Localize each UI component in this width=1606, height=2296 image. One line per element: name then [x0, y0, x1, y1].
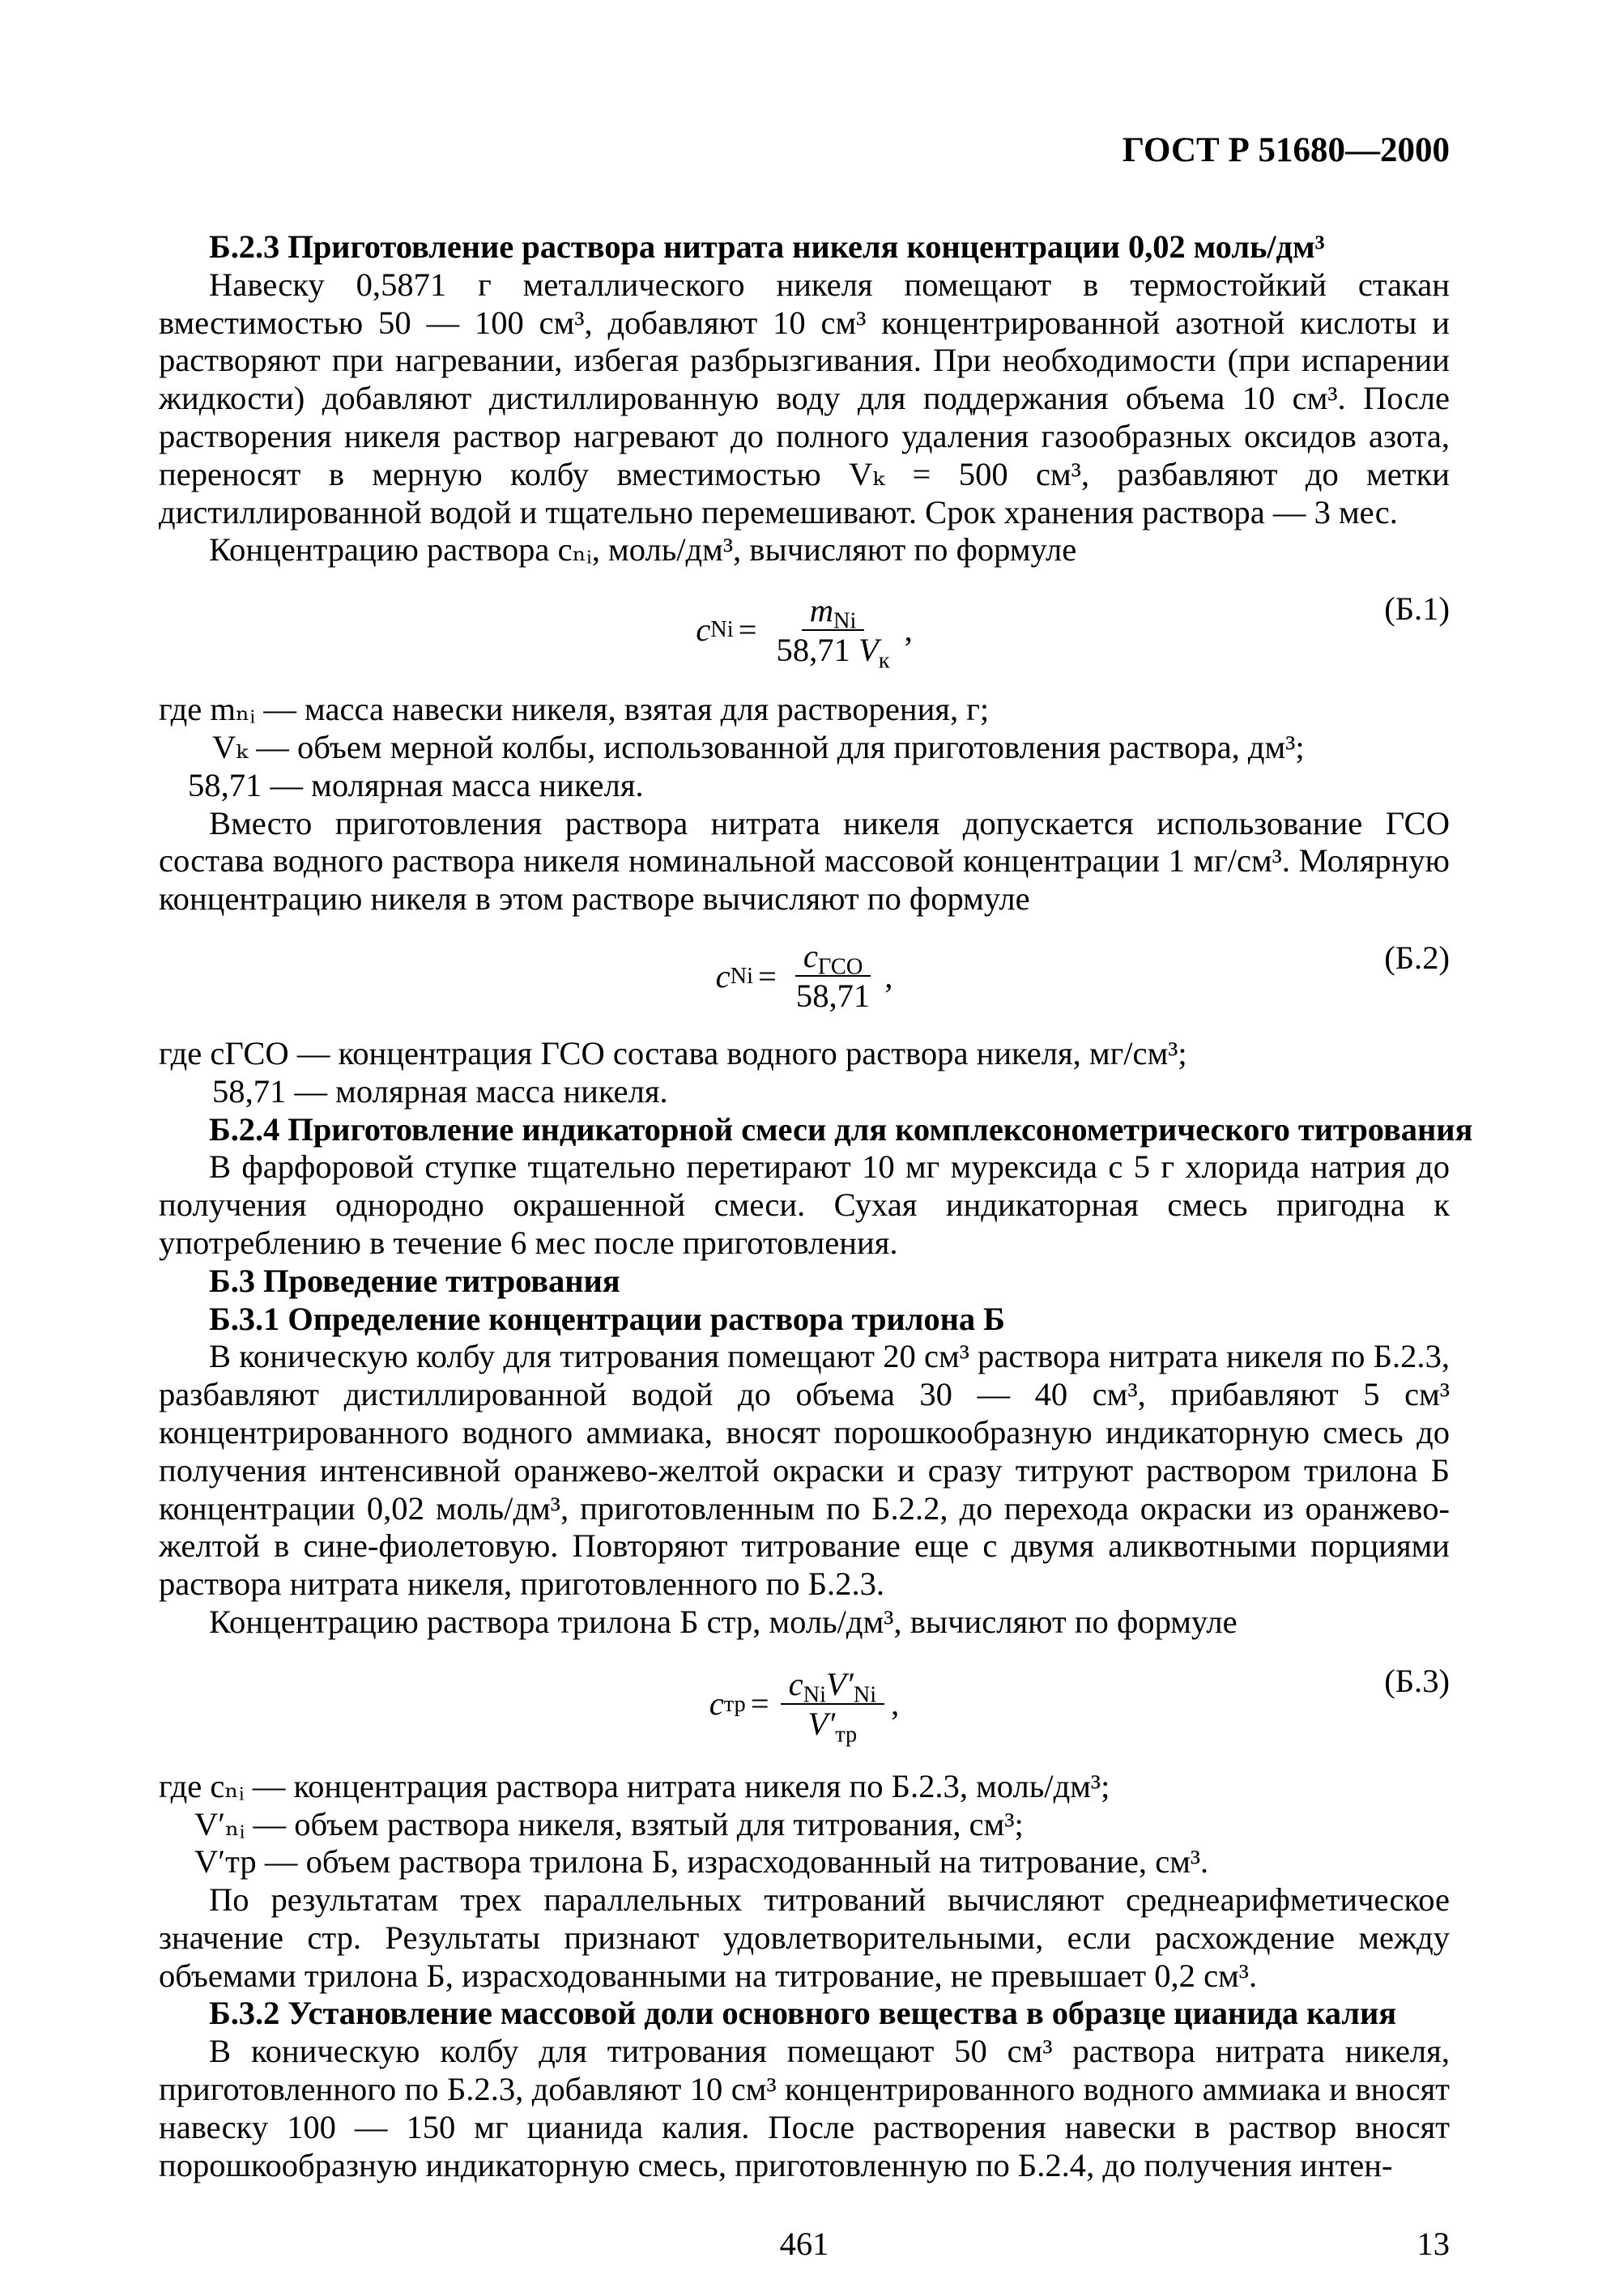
- page-number-right: 13: [1416, 2226, 1450, 2262]
- page-number-center: 461: [779, 2226, 829, 2262]
- formula-b1-label: (Б.1): [1384, 590, 1450, 628]
- section-b32-para: В коническую колбу для титрования помещают 50 см³ раствора нитрата никеля, приготовленного по Б.2.3, добавляют 10 см³ концентрированного водного аммиака и вносят навеску 100 — 150 мг цианида калия. После растворения навески в раствор вносят порошкообразную индикаторную смесь, приготовленную по Б.2.4, до получения интен-: [159, 2033, 1450, 2183]
- where1-line3: 58,71 — молярная масса никеля.: [188, 766, 644, 803]
- formula-b1-fraction: $\frac{m_{Ni}}{58,71 V_к}$: [776, 591, 890, 674]
- formula-b1: c Ni = $\frac{m_{Ni}}{58,71 V_к}$ , (Б.1): [696, 590, 1450, 674]
- section-b23-para3: Вместо приготовления раствора нитрата никеля допускается использование ГСО состава водного раствора никеля номинальной массовой концентрации 1 мг/см³. Молярную концентрацию никеля в этом растворе вычисляют по формуле: [159, 804, 1450, 918]
- formula-b2-fraction: $\frac{c_{ГСО}}{58,71}$: [795, 938, 871, 1015]
- formula-b2-label: (Б.2): [1384, 939, 1450, 976]
- where1-line2: Vₖ — объем мерной колбы, использованной для приготовления раствора, дм³;: [212, 728, 1305, 765]
- where2-line2: 58,71 — молярная масса никеля.: [212, 1072, 668, 1110]
- formula-b3-label: (Б.3): [1384, 1662, 1450, 1699]
- section-b31-heading: Б.3.1 Определение концентрации раствора трилона Б: [209, 1300, 1005, 1337]
- section-b31-para3: По результатам трех параллельных титрований вычисляют среднеарифметическое значение cтр. Результаты признают удовлетворительными, если расхождение между объемами трилона Б, израсходованными на титрование, не превышает 0,2 см³.: [159, 1881, 1450, 1994]
- standard-header: ГОСТ Р 51680—2000: [1122, 131, 1450, 169]
- where3-line3: V′тр — объем раствора трилона Б, израсходованный на титрование, см³.: [194, 1843, 1209, 1881]
- formula-b1-lhs: c: [696, 611, 711, 648]
- section-b3-heading: Б.3 Проведение титрования: [209, 1262, 620, 1299]
- formula-b2: c Ni = $\frac{c_{ГСО}}{58,71}$ , (Б.2): [715, 938, 1450, 1015]
- section-b31-para2: Концентрацию раствора трилона Б cтр, моль/дм³, вычисляют по формуле: [209, 1603, 1238, 1640]
- where3-line2: V′ₙᵢ — объем раствора никеля, взятый для титрования, см³;: [194, 1805, 1024, 1842]
- section-b23-para2: Концентрацию раствора cₙᵢ, моль/дм³, вычисляют по формуле: [209, 531, 1077, 569]
- document-page: [159, 121, 1473, 2260]
- section-b23-para1: Навеску 0,5871 г металлического никеля помещают в термостойкий стакан вместимостью 50 — 100 см³, добавляют 10 см³ концентрированной азотной кислоты и растворяют при нагревании, избегая разбрызгивания. При необходимости (при испарении жидкости) добавляют дистиллированную воду для поддержания объема 10 см³. После растворения никеля раствор нагревают до полного удаления газообразных оксидов азота, переносят в мерную колбу вместимостью Vₖ = 500 см³, разбавляют до метки дистиллированной водой и тщательно перемешивают. Срок хранения раствора — 3 мес.: [159, 266, 1450, 530]
- where1-line1: где mₙᵢ — масса навески никеля, взятая для растворения, г;: [159, 691, 990, 728]
- section-b24-para: В фарфоровой ступке тщательно перетирают 10 мг мурексида с 5 г хлорида натрия до получения однородно окрашенной смеси. Сухая индикаторная смесь пригодна к употреблению в течение 6 мес после приготовления.: [159, 1148, 1450, 1261]
- section-b31-para1: В коническую колбу для титрования помещают 20 см³ раствора нитрата никеля по Б.2.3, разбавляют дистиллированной водой до объема 30 — 40 см³, прибавляют 5 см³ концентрированного водного аммиака, вносят порошкообразную индикаторную смесь до получения интенсивной оранжево-желтой окраски и сразу титруют раствором трилона Б концентрации 0,02 моль/дм³, приготовленным по Б.2.2, до перехода окраски из оранжево-желтой в сине-фиолетовую. Повторяют титрование еще с двумя аликвотными порциями раствора нитрата никеля, приготовленного по Б.2.3.: [159, 1338, 1450, 1603]
- where3-line1: где cₙᵢ — концентрация раствора нитрата никеля по Б.2.3, моль/дм³;: [159, 1767, 1110, 1804]
- where2-line1: где cГСО — концентрация ГСО состава водного раствора никеля, мг/см³;: [159, 1034, 1187, 1071]
- section-b24-heading: Б.2.4 Приготовление индикаторной смеси для комплексонометрического титрования: [209, 1110, 1473, 1148]
- section-b23-heading: Б.2.3 Приготовление раствора нитрата никеля концентрации 0,02 моль/дм³: [209, 228, 1325, 265]
- formula-b3: c тр = $\frac{c_{Ni}V'_{Ni}}{V'_{тр}}$ , (Б.3): [709, 1662, 1450, 1748]
- section-b32-heading: Б.3.2 Установление массовой доли основного вещества в образце цианида калия: [209, 1995, 1397, 2032]
- formula-b3-fraction: $\frac{c_{Ni}V'_{Ni}}{V'_{тр}}$: [781, 1668, 885, 1740]
